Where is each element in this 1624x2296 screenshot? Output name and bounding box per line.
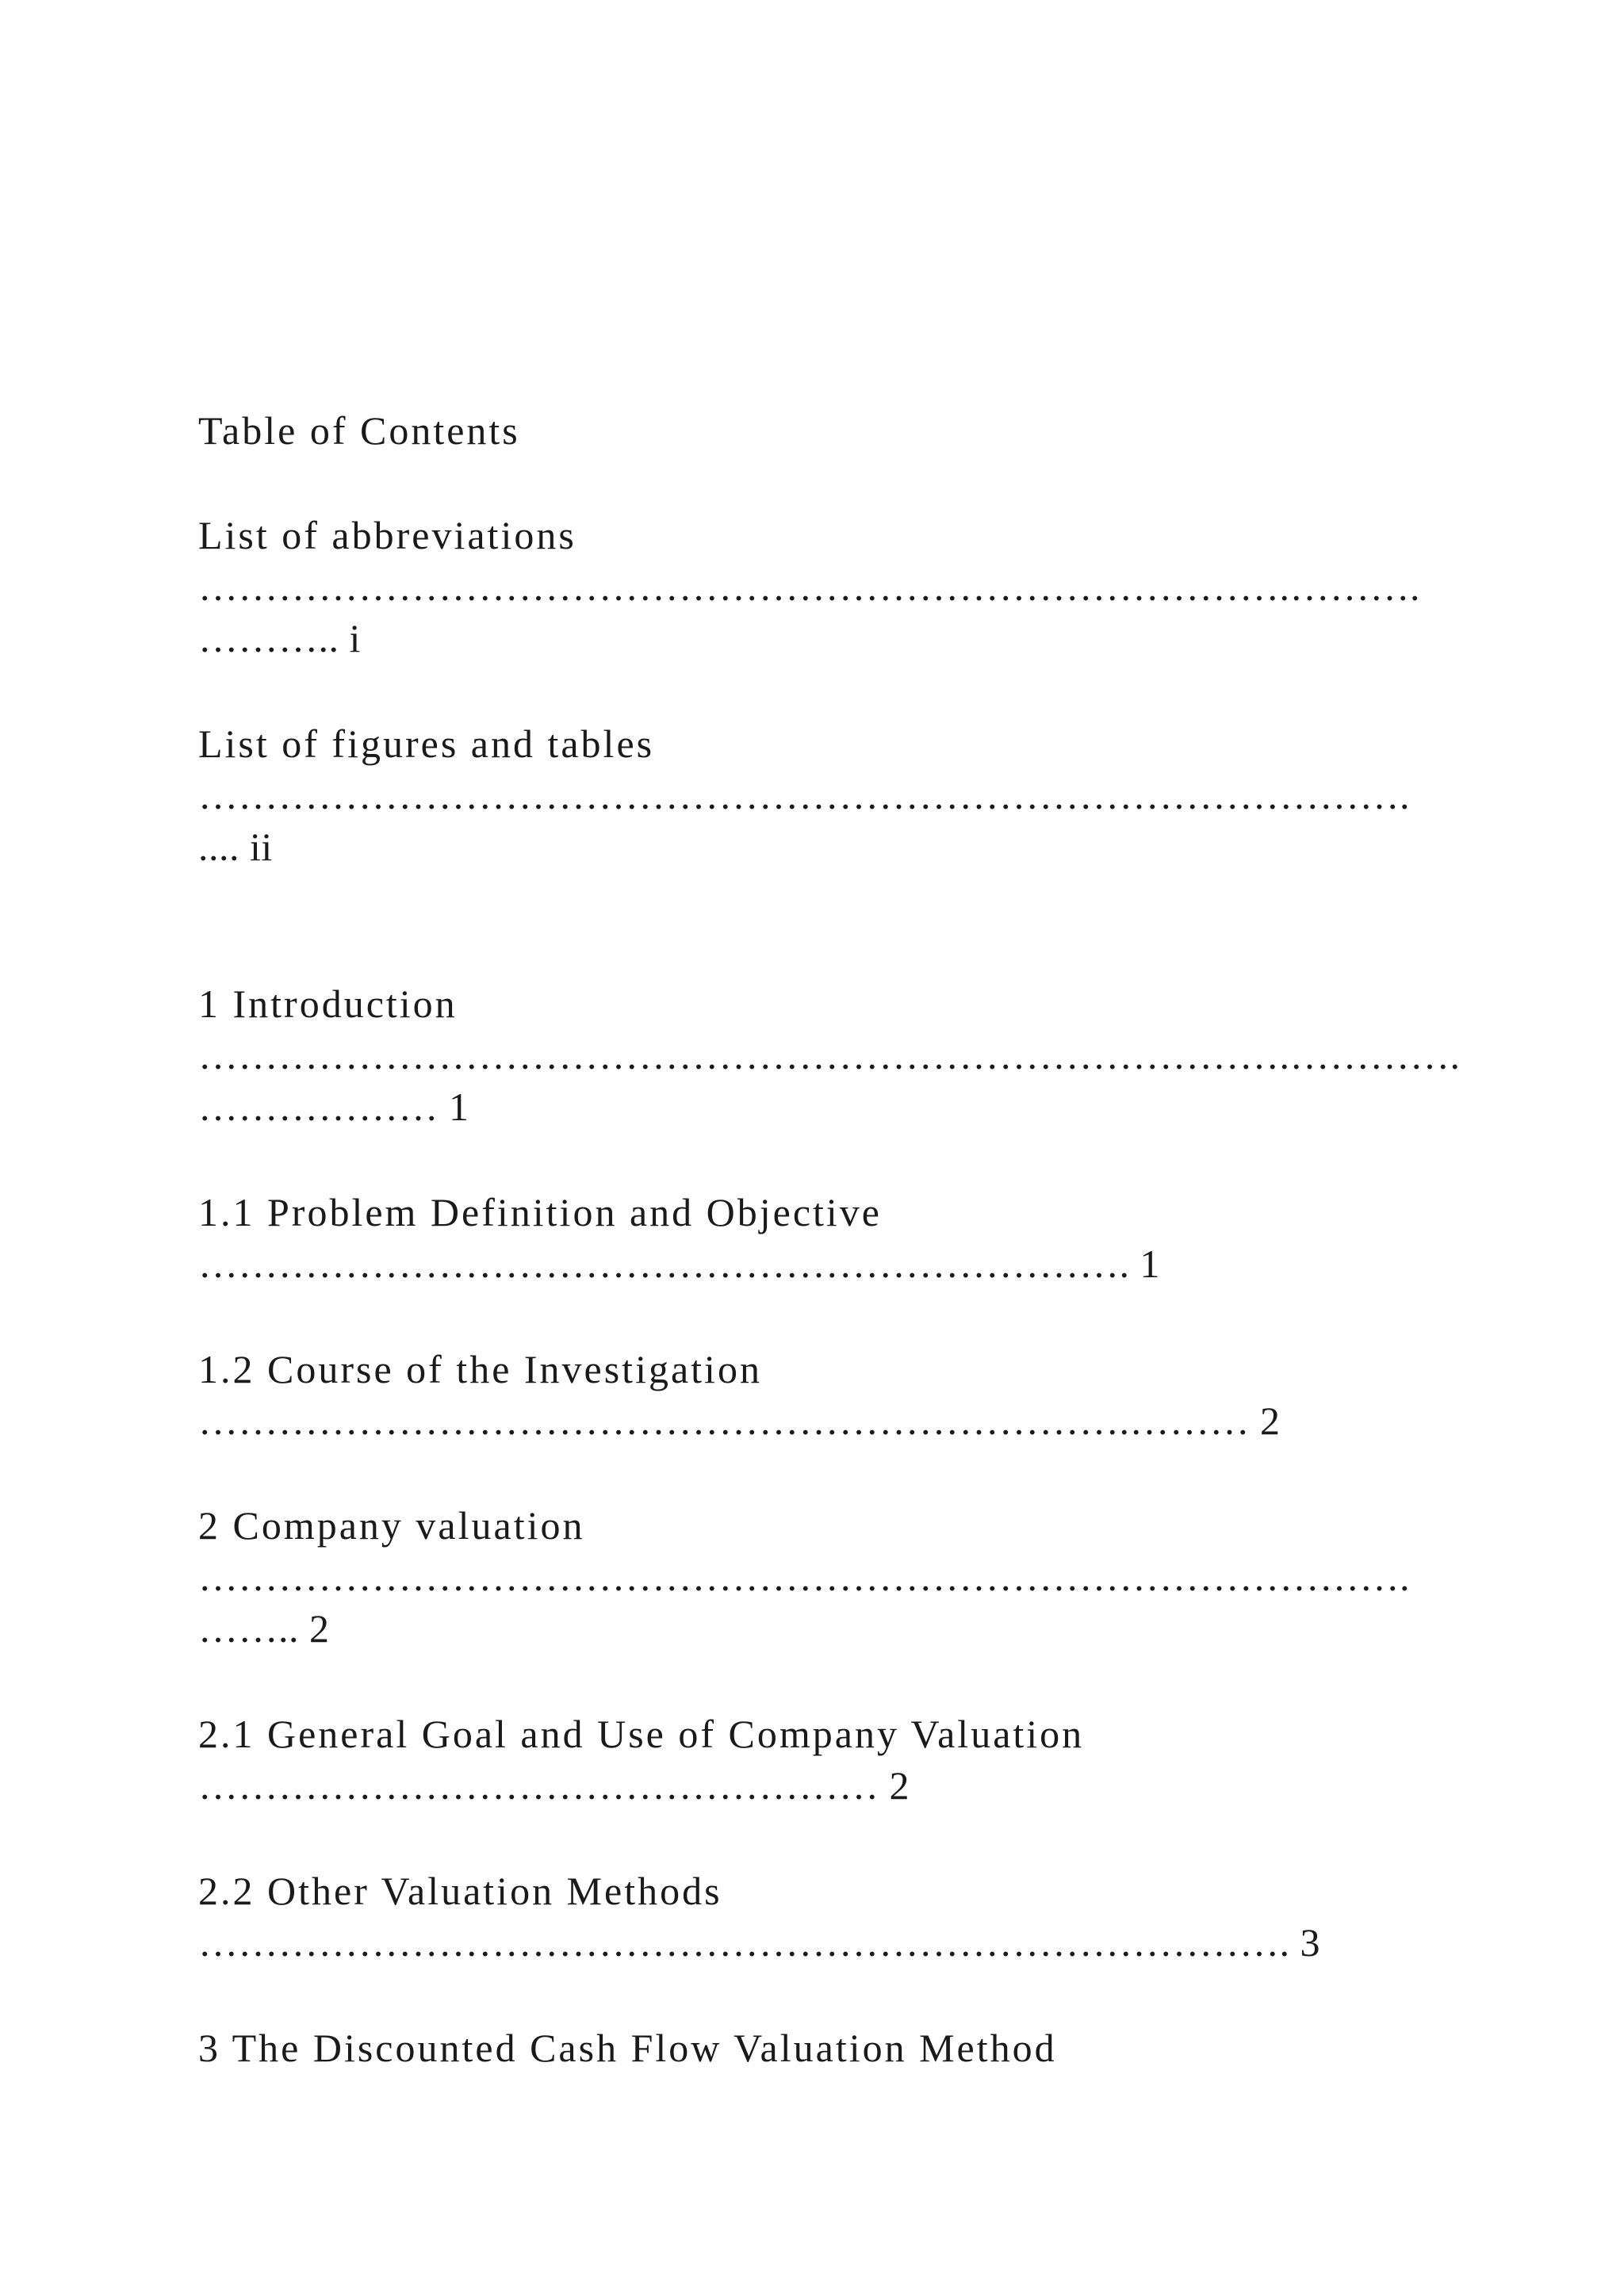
toc-leader: ……………………………………………………………………………….	[198, 773, 1410, 817]
toc-title: Table of Contents	[198, 408, 520, 453]
toc-leader-page: ……….. i	[198, 616, 361, 660]
toc-entry-heading: List of abbreviations	[198, 513, 576, 557]
toc-entry-heading: 2.2 Other Valuation Methods	[198, 1869, 722, 1913]
toc-leader: ……………………………………………………………………….……….	[198, 564, 1420, 609]
toc-entry-heading: 2.1 General Goal and Use of Company Valuation	[198, 1712, 1085, 1756]
toc-leader: ……………………………………………………………………….………….	[198, 1033, 1461, 1077]
toc-leader-page: …….. 2	[198, 1606, 330, 1651]
toc-leader-page: ……………… 1	[198, 1085, 469, 1129]
toc-entry-heading: List of figures and tables	[198, 721, 655, 766]
toc-entry-heading: 1 Introduction	[198, 982, 458, 1026]
toc-leader-page: ……………………………………………………………. 1	[198, 1242, 1160, 1286]
toc-entry-heading: 1.1 Problem Definition and Objective	[198, 1190, 883, 1234]
toc-leader-page: …………………………………………… 2	[198, 1763, 910, 1808]
toc-leader-page: ………………………………………………………………………. 3	[198, 1920, 1320, 1965]
toc-entry-heading: 3 The Discounted Cash Flow Valuation Method	[198, 2026, 1057, 2070]
toc-leader: ……………………………………………………………………………….	[198, 1555, 1410, 1599]
toc-entry-heading: 2 Company valuation	[198, 1503, 585, 1548]
toc-leader-page: …………………………………………………………….……… 2	[198, 1399, 1281, 1443]
toc-leader-page: .... ii	[198, 825, 273, 869]
toc-entry-heading: 1.2 Course of the Investigation	[198, 1347, 762, 1391]
